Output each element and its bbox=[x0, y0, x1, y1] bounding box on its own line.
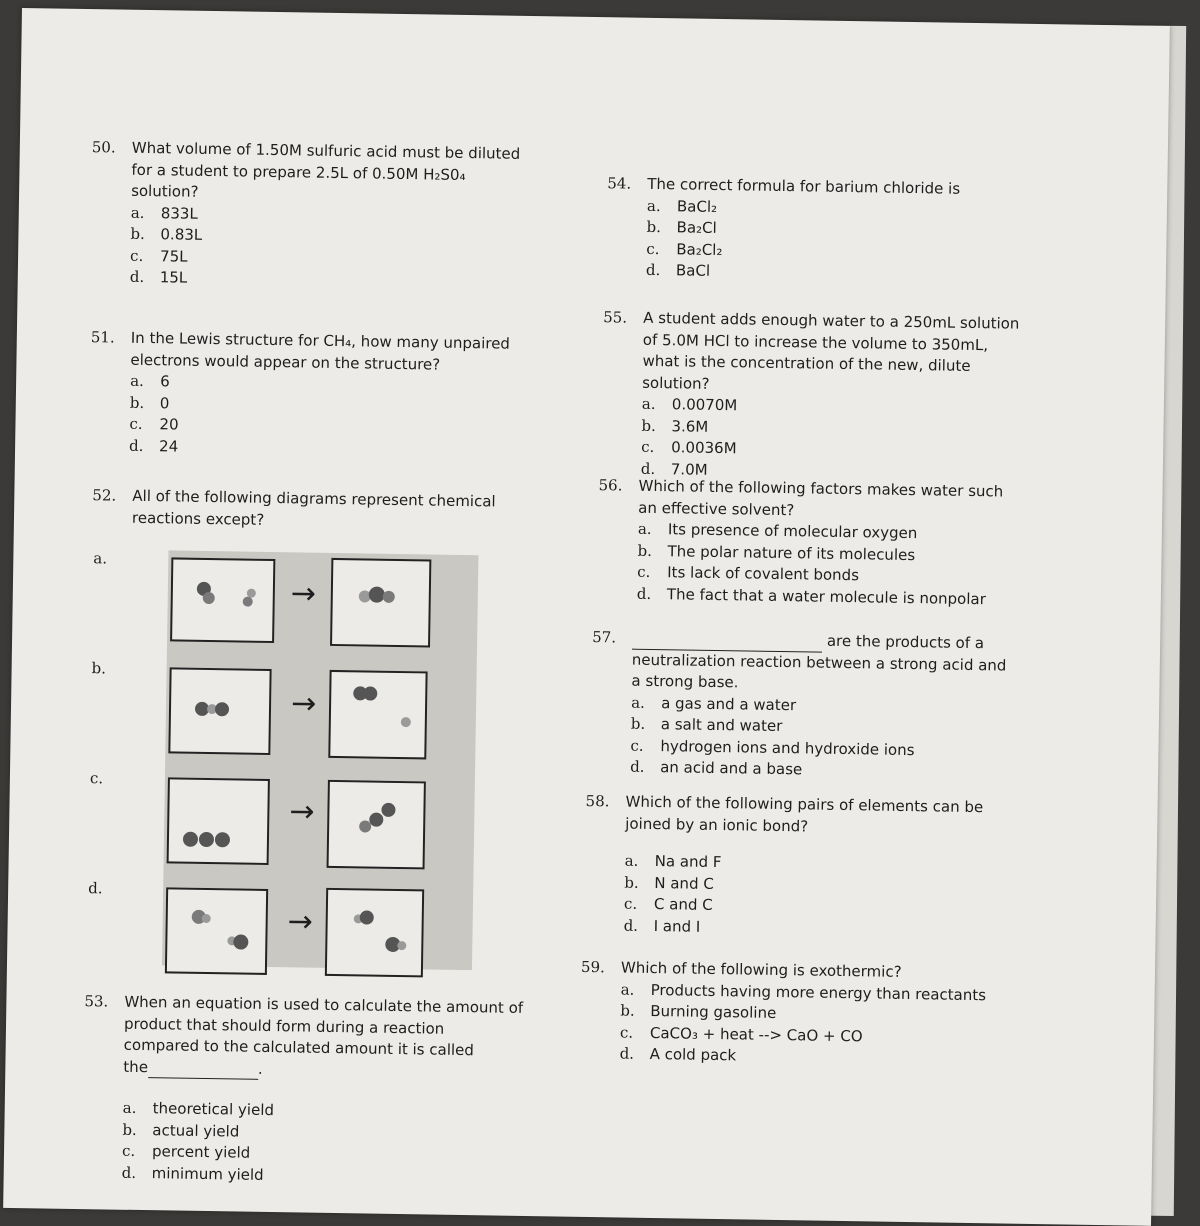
diagram-d-product-box bbox=[325, 888, 424, 978]
option-letter: d. bbox=[640, 459, 656, 478]
option-text: 0.83L bbox=[160, 225, 203, 244]
question-50 bbox=[90, 137, 532, 294]
option-letter: d. bbox=[630, 757, 645, 776]
atom bbox=[397, 941, 406, 950]
question-number: 50. bbox=[91, 138, 116, 157]
option-letter: d. bbox=[619, 1044, 635, 1063]
option-letter: b. bbox=[620, 1001, 635, 1020]
diagram-c-reactant-box bbox=[167, 777, 270, 865]
question-number: 56. bbox=[598, 476, 623, 495]
option-text: 75L bbox=[159, 246, 188, 266]
option-text: BaCl bbox=[675, 261, 711, 280]
question-number: 52. bbox=[92, 486, 117, 505]
option-text: 3.6M bbox=[671, 416, 709, 436]
question-number: 55. bbox=[603, 308, 628, 327]
diagram-c-product-box bbox=[327, 780, 426, 870]
option-text: theoretical yield bbox=[152, 1099, 275, 1120]
option-letter: a. bbox=[624, 851, 639, 870]
option-text: minimum yield bbox=[151, 1163, 264, 1184]
blank-prefix: the bbox=[123, 1057, 149, 1076]
diagram-a-product-box bbox=[330, 558, 431, 648]
diagram-label-b[interactable]: b. bbox=[91, 659, 107, 678]
question-55 bbox=[601, 307, 1024, 486]
diagram-label-a[interactable]: a. bbox=[93, 549, 108, 568]
option-text: 24 bbox=[159, 436, 179, 456]
atom bbox=[183, 832, 198, 847]
atom bbox=[215, 832, 230, 847]
question-text: The correct formula for barium chloride is bbox=[647, 174, 961, 198]
option-letter: d. bbox=[636, 584, 652, 603]
option-text: Products having more energy than reactants bbox=[650, 980, 987, 1004]
question-number: 51. bbox=[90, 328, 115, 347]
question-text: When an equation is used to calculate the amount of product that should form during a reaction compared to the calculated amount it is called bbox=[123, 992, 524, 1060]
option-text: Its presence of molecular oxygen bbox=[667, 520, 918, 543]
option-letter: c. bbox=[630, 736, 644, 755]
option-letter: c. bbox=[619, 1023, 634, 1042]
option-letter: c. bbox=[641, 437, 655, 456]
option-d[interactable] bbox=[630, 757, 1010, 784]
option-text: a gas and a water bbox=[661, 693, 797, 714]
option-text: Ba₂Cl₂ bbox=[676, 239, 723, 259]
option-d[interactable] bbox=[623, 915, 1003, 942]
option-letter: b. bbox=[630, 714, 646, 733]
option-letter: d. bbox=[623, 916, 639, 935]
reaction-arrow-b: → bbox=[290, 686, 317, 722]
option-letter: b. bbox=[624, 873, 639, 892]
atom bbox=[381, 803, 395, 817]
option-text: Na and F bbox=[654, 852, 722, 872]
answer-blank[interactable] bbox=[632, 634, 822, 652]
question-text: In the Lewis structure for CH₄, how many unpaired electrons would appear on the structure? bbox=[130, 328, 511, 374]
option-text: 20 bbox=[159, 415, 179, 434]
option-text: percent yield bbox=[151, 1142, 251, 1162]
option-text: Ba₂Cl bbox=[676, 218, 717, 237]
question-number: 53. bbox=[84, 992, 109, 1011]
option-letter: d. bbox=[645, 260, 661, 280]
option-text: 833L bbox=[160, 203, 198, 223]
diagram-label-d[interactable]: d. bbox=[88, 879, 103, 898]
atom bbox=[369, 813, 383, 827]
option-letter: b. bbox=[130, 224, 145, 243]
atom bbox=[360, 910, 374, 924]
option-text: 0.0070M bbox=[671, 395, 738, 415]
atom bbox=[202, 914, 211, 923]
option-letter: c. bbox=[646, 239, 660, 258]
question-51 bbox=[89, 327, 531, 463]
option-text: CaCO₃ + heat --> CaO + CO bbox=[649, 1023, 863, 1045]
answer-blank[interactable] bbox=[148, 1063, 258, 1080]
question-58 bbox=[583, 791, 1005, 943]
question-57 bbox=[590, 627, 1012, 784]
worksheet-page bbox=[3, 8, 1170, 1226]
option-letter: b. bbox=[122, 1120, 137, 1139]
option-letter: b. bbox=[641, 416, 657, 435]
question-text: Which of the following pairs of elements can be joined by an ionic bond? bbox=[625, 792, 984, 835]
option-letter: a. bbox=[646, 196, 661, 215]
atom bbox=[203, 592, 215, 604]
option-letter: a. bbox=[620, 980, 635, 999]
option-letter: d. bbox=[129, 436, 144, 455]
option-text: BaCl₂ bbox=[676, 196, 718, 216]
question-54 bbox=[606, 173, 1028, 287]
option-text: 6 bbox=[160, 372, 170, 391]
option-text: 0 bbox=[159, 393, 170, 412]
option-d[interactable] bbox=[637, 583, 1017, 610]
diagram-label-c[interactable]: c. bbox=[89, 769, 104, 788]
diagram-b-product-box bbox=[328, 670, 427, 760]
option-letter: a. bbox=[130, 203, 145, 222]
option-letter: a. bbox=[631, 693, 646, 712]
atom bbox=[401, 717, 411, 727]
option-text: The fact that a water molecule is nonpolar bbox=[666, 584, 986, 608]
option-letter: a. bbox=[122, 1098, 137, 1117]
option-text: 0.0036M bbox=[671, 438, 737, 458]
option-text: N and C bbox=[654, 873, 714, 893]
option-letter: d. bbox=[121, 1163, 137, 1182]
diagram-b-reactant-box bbox=[168, 667, 271, 755]
option-text: 7.0M bbox=[670, 459, 708, 479]
option-letter: c. bbox=[121, 1141, 136, 1160]
option-d[interactable] bbox=[646, 260, 1026, 287]
question-text: All of the following diagrams represent chemical reactions except? bbox=[131, 486, 496, 529]
question-52 bbox=[92, 485, 513, 535]
question-56 bbox=[597, 475, 1019, 611]
option-letter: b. bbox=[129, 393, 145, 412]
option-text: Burning gasoline bbox=[650, 1001, 777, 1022]
question-59 bbox=[579, 957, 1011, 1071]
question-text: Which of the following factors makes water such an effective solvent? bbox=[638, 476, 1004, 519]
option-text: hydrogen ions and hydroxide ions bbox=[660, 736, 915, 759]
reaction-arrow-d: → bbox=[287, 904, 314, 940]
option-text: Its lack of covalent bonds bbox=[667, 563, 860, 585]
atom bbox=[383, 591, 395, 603]
option-text: 15L bbox=[159, 268, 188, 287]
option-letter: b. bbox=[637, 541, 653, 560]
atom bbox=[215, 702, 229, 716]
diagram-d-reactant-box bbox=[165, 887, 268, 975]
question-number: 57. bbox=[592, 628, 617, 647]
reaction-arrow-c: → bbox=[289, 794, 315, 830]
reaction-diagrams bbox=[87, 544, 454, 975]
question-53 bbox=[82, 991, 525, 1190]
option-letter: a. bbox=[130, 371, 145, 390]
option-text: actual yield bbox=[152, 1120, 240, 1141]
option-text: The polar nature of its molecules bbox=[667, 541, 916, 564]
answer-blank-line: the . bbox=[123, 1056, 523, 1084]
option-letter: d. bbox=[129, 267, 145, 286]
question-text: What volume of 1.50M sulfuric acid must be diluted for a student to prepare 2.5L of 0.50M H₂S0₄ solution? bbox=[131, 138, 521, 201]
reaction-arrow-a: → bbox=[290, 576, 317, 612]
option-letter: c. bbox=[623, 894, 638, 913]
option-text: A cold pack bbox=[649, 1044, 737, 1065]
question-text: Which of the following is exothermic? bbox=[620, 958, 902, 981]
diagram-a-reactant-box bbox=[170, 557, 275, 643]
option-letter: c. bbox=[129, 414, 143, 433]
option-letter: a. bbox=[637, 519, 652, 538]
question-text: are the products of a neutralization reaction between a strong acid and a strong base. bbox=[631, 631, 1007, 692]
option-letter: b. bbox=[646, 217, 662, 237]
option-text: C and C bbox=[653, 895, 713, 914]
option-letter: c. bbox=[129, 246, 144, 265]
atom bbox=[363, 686, 377, 700]
question-number: 54. bbox=[607, 174, 632, 193]
option-letter: c. bbox=[637, 562, 651, 581]
option-text: a salt and water bbox=[660, 715, 783, 736]
atom bbox=[243, 597, 253, 607]
question-number: 59. bbox=[580, 957, 606, 977]
option-text: an acid and a base bbox=[660, 758, 803, 779]
question-text: A student adds enough water to a 250mL solution of 5.0M HCl to increase the volume to 350mL, what is the concentration of the new, dilute solution? bbox=[642, 308, 1020, 393]
atom bbox=[199, 832, 214, 847]
option-letter: a. bbox=[641, 394, 656, 413]
option-text: I and I bbox=[653, 916, 701, 936]
question-number: 58. bbox=[585, 791, 610, 811]
atom bbox=[233, 934, 248, 949]
